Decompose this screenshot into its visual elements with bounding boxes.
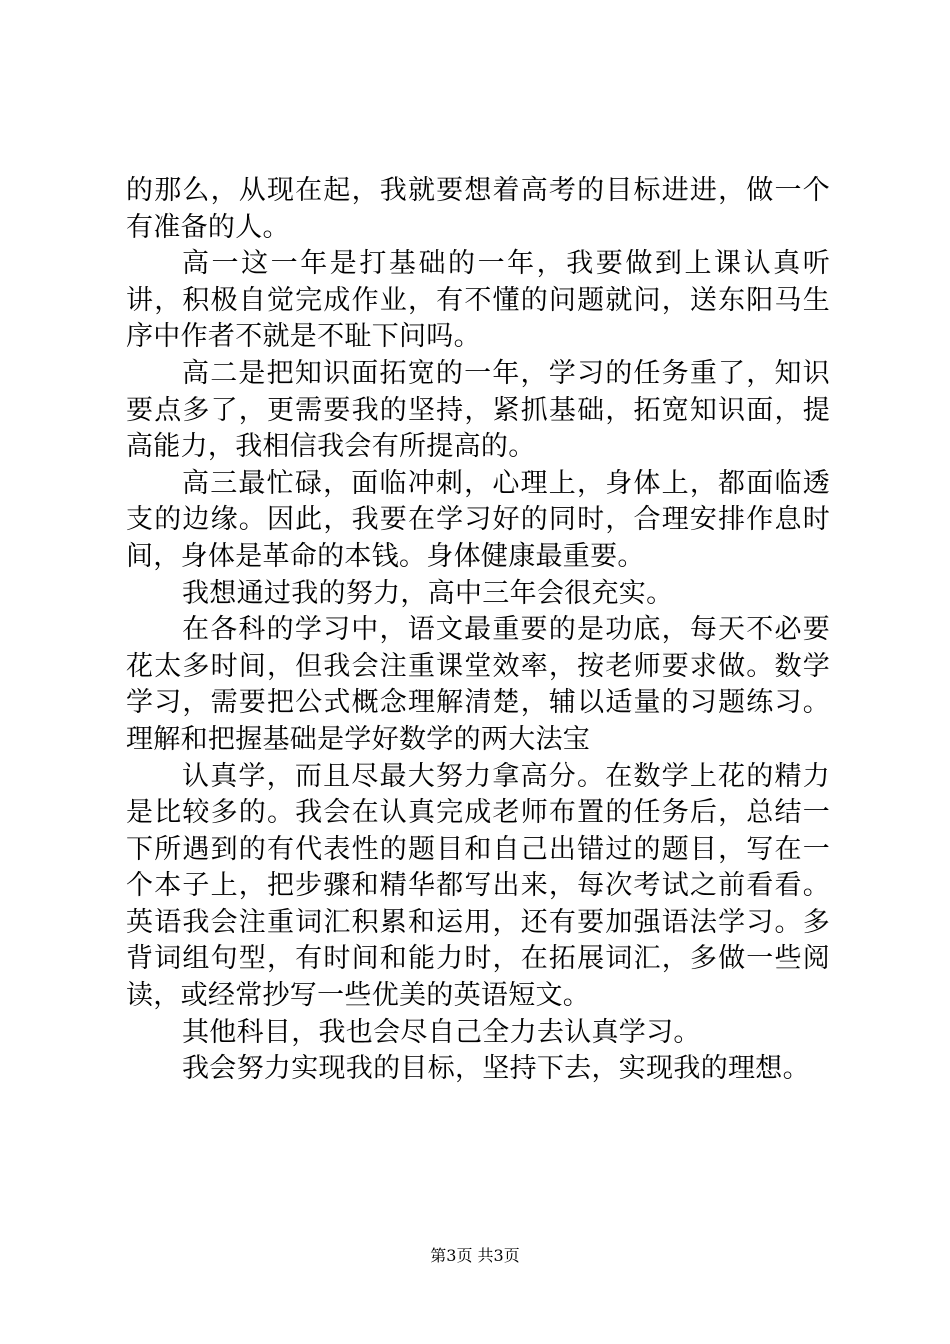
paragraph-math-english: 认真学，而且尽最大努力拿高分。在数学上花的精力是比较多的。我会在认真完成老师布置的任务后，总结一下所遇到的有代表性的题目和自己出错过的题目，写在一个本子上，把步骤和精华都写出来，每次考试之前看看。英语我会注重词汇积累和运用，还有要加强语法学习。多背词组句型，有时间和能力时，在拓展词汇，多做一些阅读，或经常抄写一些优美的英语短文。 bbox=[126, 760, 830, 1012]
paragraph-grade-one: 高一这一年是打基础的一年，我要做到上课认真听讲，积极自觉完成作业，有不懂的问题就问，送东阳马生序中作者不就是不耻下问吗。 bbox=[126, 248, 830, 353]
paragraph-continuation: 的那么，从现在起，我就要想着高考的目标进进，做一个有准备的人。 bbox=[126, 175, 830, 243]
page-number-footer: 第3页 共3页 bbox=[430, 1246, 520, 1265]
paragraph-other-subjects: 其他科目，我也会尽自己全力去认真学习。 bbox=[182, 1016, 701, 1048]
paragraph-grade-two: 高二是把知识面拓宽的一年，学习的任务重了，知识要点多了，更需要我的坚持，紧抓基础，拓宽知识面，提高能力，我相信我会有所提高的。 bbox=[126, 357, 830, 463]
paragraph-effort: 我想通过我的努力，高中三年会很充实。 bbox=[182, 577, 674, 609]
paragraph-grade-three: 高三最忙碌，面临冲刺，心理上，身体上，都面临透支的边缘。因此，我要在学习好的同时，合理安排作息时间，身体是革命的本钱。身体健康最重要。 bbox=[126, 467, 830, 572]
document-body bbox=[126, 173, 830, 1088]
paragraph-subjects: 在各科的学习中，语文最重要的是功底，每天不必要花太多时间，但我会注重课堂效率，按老师要求做。数学学习，需要把公式概念理解清楚，辅以适量的习题练习。理解和把握基础是学好数学的两大法宝 bbox=[126, 614, 830, 755]
paragraph-conclusion: 我会努力实现我的目标，坚持下去，实现我的理想。 bbox=[182, 1053, 810, 1085]
